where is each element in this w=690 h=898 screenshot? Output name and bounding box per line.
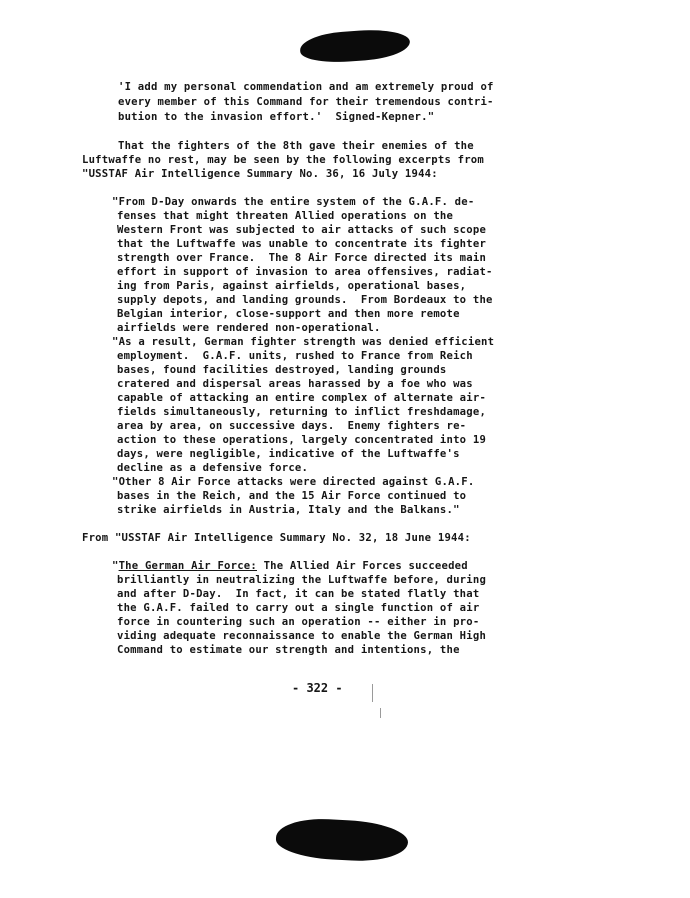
excerpt-first-line: "The German Air Force: The Allied Air Forces succeeded <box>112 560 468 572</box>
redaction-mark-top <box>299 27 411 65</box>
page-number: - 322 - <box>292 681 343 695</box>
scan-speck <box>372 684 373 702</box>
excerpt-line: force in countering such an operation -- either in pro- <box>117 616 480 628</box>
excerpt-line: fenses that might threaten Allied operations on the <box>117 210 454 222</box>
intro-line: "USSTAF Air Intelligence Summary No. 36, 16 July 1944: <box>82 168 438 180</box>
quote-line: every member of this Command for their tremendous contri- <box>118 96 494 108</box>
excerpt-line: "Other 8 Air Force attacks were directed against G.A.F. <box>112 476 475 488</box>
excerpt-line: fields simultaneously, returning to inflict freshdamage, <box>117 406 487 418</box>
excerpt-line: strength over France. The 8 Air Force directed its main <box>117 252 487 264</box>
excerpt-line: decline as a defensive force. <box>117 462 309 474</box>
section-heading: The German Air Force: <box>118 560 257 572</box>
excerpt-line: cratered and dispersal areas harassed by a foe who was <box>117 378 473 390</box>
excerpt-line: effort in support of invasion to area offensives, radiat- <box>117 266 493 278</box>
excerpt-line: supply depots, and landing grounds. From Bordeaux to the <box>117 294 493 306</box>
excerpt-line: that the Luftwaffe was unable to concentrate its fighter <box>117 238 487 250</box>
excerpt-line: Belgian interior, close-support and then more remote <box>117 308 460 320</box>
quote-line: 'I add my personal commendation and am extremely proud of <box>118 81 494 93</box>
excerpt-line: bases, found facilities destroyed, landing grounds <box>117 364 447 376</box>
excerpt-line: capable of attacking an entire complex of alternate air- <box>117 392 487 404</box>
excerpt-line: "As a result, German fighter strength was denied efficient <box>112 336 495 348</box>
excerpt-line: Command to estimate our strength and intentions, the <box>117 644 460 656</box>
excerpt-line: ing from Paris, against airfields, operational bases, <box>117 280 467 292</box>
excerpt-line: and after D-Day. In fact, it can be stated flatly that <box>117 588 480 600</box>
excerpt-line: "From D-Day onwards the entire system of the G.A.F. de- <box>112 196 475 208</box>
excerpt-line: action to these operations, largely concentrated into 19 <box>117 434 487 446</box>
excerpt-line: strike airfields in Austria, Italy and the Balkans." <box>117 504 460 516</box>
scan-speck <box>380 708 381 718</box>
excerpt-line: days, were negligible, indicative of the Luftwaffe's <box>117 448 460 460</box>
excerpt-text: The Allied Air Forces succeeded <box>256 560 468 572</box>
excerpt-line: bases in the Reich, and the 15 Air Force continued to <box>117 490 467 502</box>
excerpt-line: brilliantly in neutralizing the Luftwaffe before, during <box>117 574 487 586</box>
excerpt-line: Western Front was subjected to air attacks of such scope <box>117 224 487 236</box>
intro-line: That the fighters of the 8th gave their enemies of the <box>118 140 474 152</box>
redaction-mark-bottom <box>275 817 409 864</box>
quote-line: bution to the invasion effort.' Signed-Kepner." <box>118 111 435 123</box>
intro-line: Luftwaffe no rest, may be seen by the following excerpts from <box>82 154 484 166</box>
excerpt-line: employment. G.A.F. units, rushed to France from Reich <box>117 350 473 362</box>
excerpt-line: the G.A.F. failed to carry out a single function of air <box>117 602 480 614</box>
excerpt-line: viding adequate reconnaissance to enable the German High <box>117 630 487 642</box>
excerpt-line: area by area, on successive days. Enemy fighters re- <box>117 420 467 432</box>
excerpt-line: airfields were rendered non-operational. <box>117 322 381 334</box>
source-citation: From "USSTAF Air Intelligence Summary No. 32, 18 June 1944: <box>82 532 471 544</box>
